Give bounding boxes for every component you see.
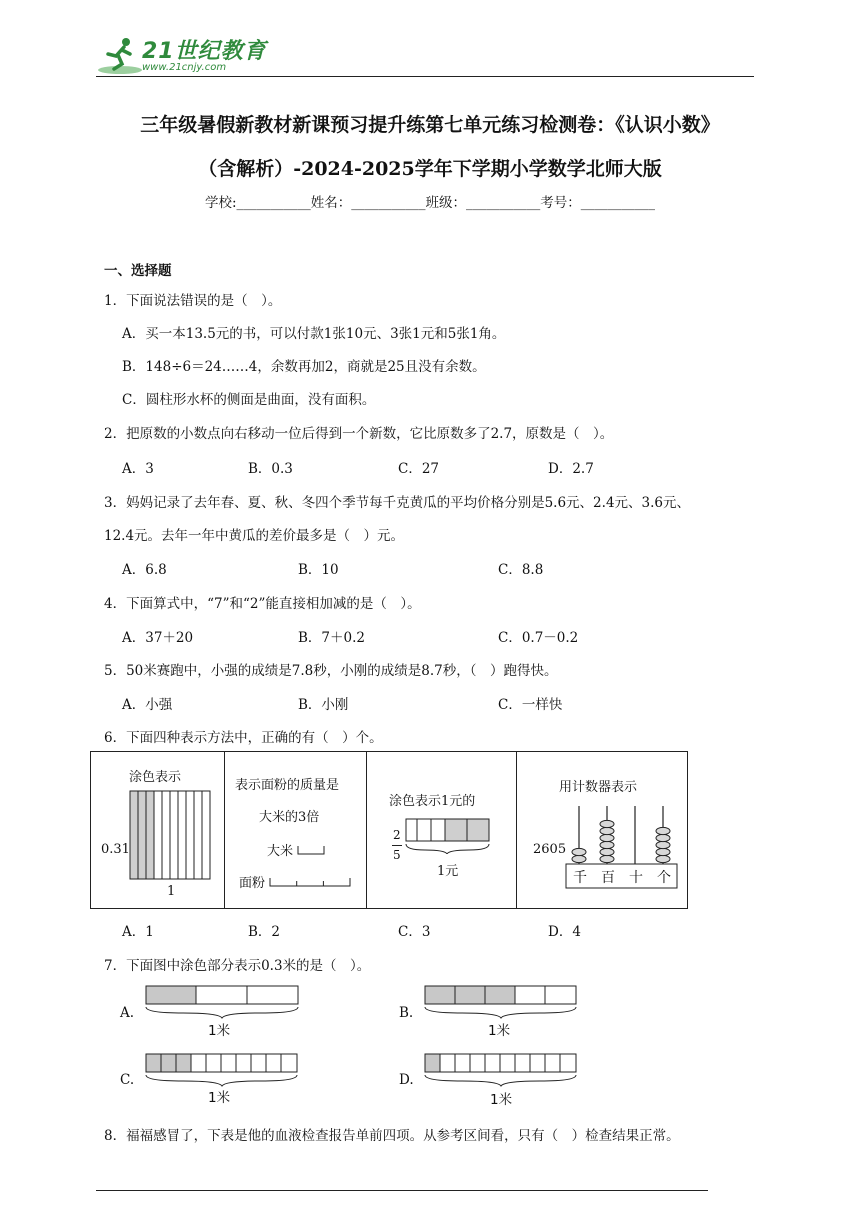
q3-option-b: B．10 [298, 562, 339, 578]
q6-cell2-title2: 大米的3倍 [259, 810, 320, 825]
q2-option-b: B．0.3 [248, 461, 293, 477]
q7-unit-b: 1米 [488, 1023, 511, 1039]
q7-letter-c: C. [120, 1072, 135, 1088]
q6-cell3-fraction-numerator: 2 [393, 828, 401, 842]
q2-option-d: D．2.7 [548, 461, 594, 477]
q6-cell3-bottom-label: 1元 [437, 864, 459, 879]
q6-cell-fraction [367, 752, 517, 908]
q6-cell4-value-label: 2605 [533, 842, 567, 857]
q5-option-c: C．一样快 [498, 697, 563, 713]
q6-cell3-fraction-denominator: 5 [393, 848, 401, 862]
q4-stem: 4．下面算式中，“7”和“2”能直接相加减的是（ ）。 [104, 596, 421, 612]
q2-option-c: C．27 [398, 461, 440, 477]
q6-cell3-fraction-bar [392, 845, 402, 846]
student-info-line: 学校:___________姓名：___________班级：___________考号：___________ [204, 195, 656, 211]
section-heading: 一、选择题 [104, 263, 172, 279]
q7-bar-a [145, 985, 301, 1019]
q6-cell2-title1: 表示面粉的质量是 [235, 778, 340, 793]
q6-figure-table [90, 751, 688, 909]
q5-option-a: A．小强 [122, 697, 173, 713]
logo-text: 21世纪教育 [142, 39, 267, 64]
q6-option-d: D．4 [548, 924, 581, 940]
q2-stem: 2．把原数的小数点向右移动一位后得到一个新数，它比原数多了2.7，原数是（ ）。 [104, 426, 614, 442]
q6-cell2-flour-segment [269, 876, 353, 890]
header-rule [96, 76, 754, 77]
page-title-line2: （含解析）-2024-2025学年下学期小学数学北师大版 [198, 158, 662, 180]
q7-unit-c: 1米 [208, 1090, 231, 1106]
q6-option-b: B．2 [248, 924, 281, 940]
q4-option-b: B．7＋0.2 [298, 630, 365, 646]
q6-option-c: C．3 [398, 924, 431, 940]
q6-cell1-title: 涂色表示 [129, 770, 182, 785]
page-title-line1: 三年级暑假新教材新课预习提升练第七单元练习检测卷：《认识小数》 [140, 114, 720, 136]
q6-cell2-flour-label: 面粉 [239, 876, 266, 891]
logo-url: www.21cnjy.com [142, 62, 227, 73]
q6-cell2-rice-label: 大米 [267, 844, 294, 859]
q1-option-a: A．买一本13.5元的书，可以付款1张10元、3张1元和5张1角。 [122, 326, 506, 342]
q3-stem-line2: 12.4元。去年一年中黄瓜的差价最多是（ ）元。 [104, 528, 405, 544]
q5-stem: 5．50米赛跑中，小强的成绩是7.8秒，小刚的成绩是8.7秒，（ ）跑得快。 [104, 663, 558, 679]
q2-option-a: A．3 [122, 461, 154, 477]
q4-option-c: C．0.7－0.2 [498, 630, 579, 646]
q6-stem: 6．下面四种表示方法中，正确的有（ ）个。 [104, 730, 383, 746]
q6-cell1-left-label: 0.31 [101, 842, 130, 857]
q6-cell4-title: 用计数器表示 [559, 780, 638, 795]
q4-option-a: A．37＋20 [122, 630, 194, 646]
q6-cell4-place-thousands: 千 [573, 870, 587, 886]
q7-letter-b: B. [399, 1005, 414, 1021]
q6-cell-abacus [517, 752, 689, 908]
q6-cell3-bar-diagram [405, 818, 495, 854]
q6-cell4-place-tens: 十 [629, 870, 643, 886]
q8-stem: 8．福福感冒了，下表是他的血液检查报告单前四项。从参考区间看，只有（ ）检查结果正常。 [104, 1128, 680, 1144]
q6-cell1-bottom-label: 1 [167, 884, 176, 899]
logo-runner-icon [96, 36, 144, 76]
q7-bar-d [424, 1053, 580, 1087]
footer-rule [96, 1190, 708, 1191]
q6-cell-shading [91, 752, 225, 908]
q6-cell3-title: 涂色表示1元的 [389, 794, 476, 809]
q7-letter-d: D. [399, 1072, 414, 1088]
q7-bar-c [145, 1053, 301, 1087]
q7-bar-b [424, 985, 580, 1019]
q7-unit-a: 1米 [208, 1023, 231, 1039]
q3-option-c: C．8.8 [498, 562, 544, 578]
q6-option-a: A．1 [122, 924, 154, 940]
q6-cell2-rice-segment [297, 844, 327, 858]
q6-cell1-shaded-square [129, 790, 213, 882]
q7-unit-d: 1米 [490, 1092, 513, 1108]
q1-stem: 1．下面说法错误的是（ ）。 [104, 293, 282, 309]
q6-cell-ratio [225, 752, 367, 908]
q3-option-a: A．6.8 [122, 562, 167, 578]
q3-stem-line1: 3．妈妈记录了去年春、夏、秋、冬四个季节每千克黄瓜的平均价格分别是5.6元、2.4元、3.6元、 [104, 495, 690, 511]
q6-cell4-place-ones: 个 [657, 870, 671, 886]
q7-letter-a: A. [120, 1005, 135, 1021]
q6-cell4-place-hundreds: 百 [601, 870, 615, 886]
q7-stem: 7．下面图中涂色部分表示0.3米的是（ ）。 [104, 958, 371, 974]
q5-option-b: B．小刚 [298, 697, 349, 713]
q1-option-c: C．圆柱形水杯的侧面是曲面，没有面积。 [122, 392, 376, 408]
q1-option-b: B．148÷6＝24……4，余数再加2，商就是25且没有余数。 [122, 359, 486, 375]
